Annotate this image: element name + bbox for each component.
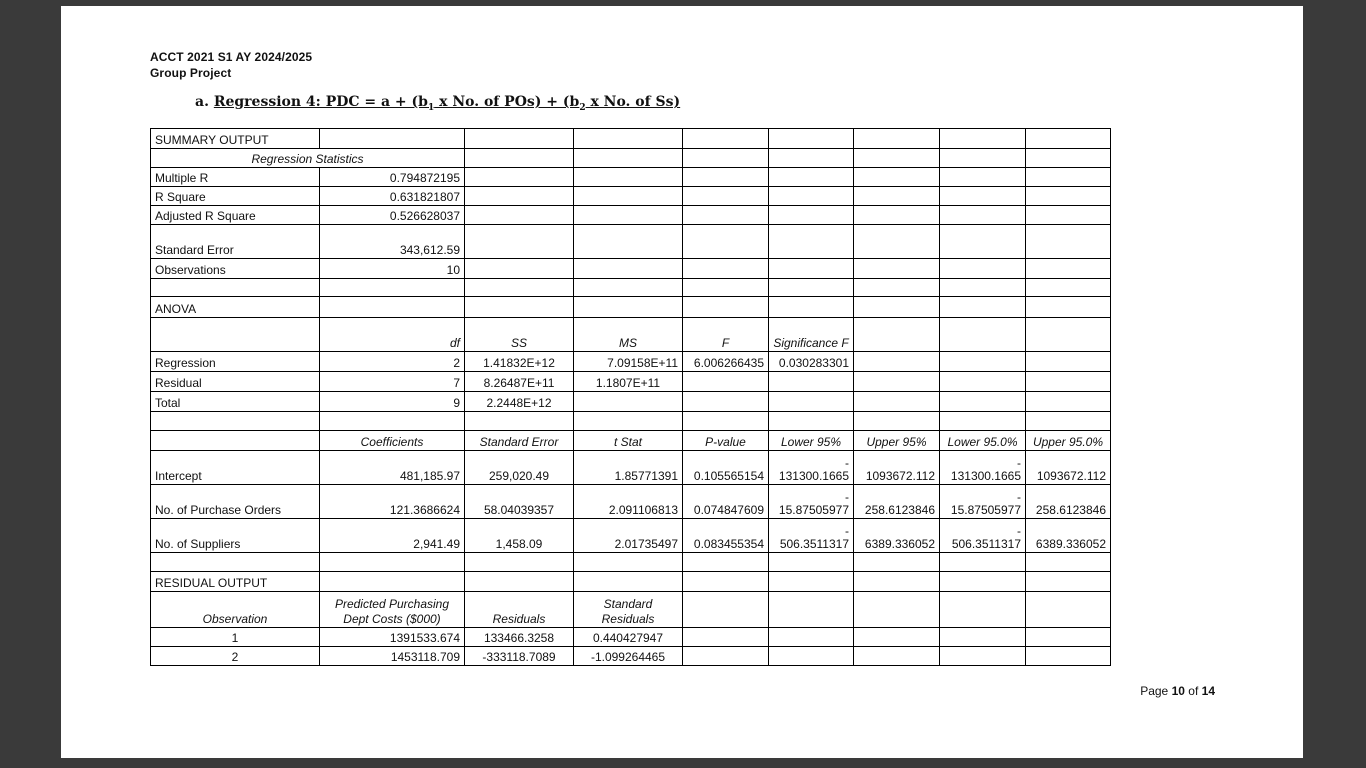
coef-t-stat: 2.01735497 xyxy=(574,519,683,553)
table-row xyxy=(151,206,1111,225)
coef-value: 121.3686624 xyxy=(320,485,465,519)
coef-upper-95: 1093672.112 xyxy=(854,451,940,485)
header-predicted: Predicted Purchasing Dept Costs ($000) xyxy=(320,592,465,628)
table-row xyxy=(151,259,1111,279)
header-lower-95-0: Lower 95.0% xyxy=(940,431,1026,451)
stat-value: 0.526628037 xyxy=(320,206,465,225)
table-row xyxy=(151,392,1111,412)
stat-label: Standard Error xyxy=(151,225,320,259)
coef-standard-error: 1,458.09 xyxy=(465,519,574,553)
coef-row-label: Intercept xyxy=(151,451,320,485)
negative-sign: - xyxy=(1017,490,1021,504)
header-observation: Observation xyxy=(151,592,320,628)
stat-label: Observations xyxy=(151,259,320,279)
header-upper-95-0: Upper 95.0% xyxy=(1026,431,1111,451)
residual-output-label: RESIDUAL OUTPUT xyxy=(151,572,320,592)
coef-standard-error: 259,020.49 xyxy=(465,451,574,485)
table-row xyxy=(151,318,1111,352)
heading-title: Regression 4: PDC = $a + (b_1$ x No. of $POs) + (b_2$ x No. of Ss) xyxy=(213,94,681,113)
table-row xyxy=(151,225,1111,259)
negative-sign: - xyxy=(845,490,849,504)
table-row xyxy=(151,372,1111,392)
table-row xyxy=(151,592,1111,628)
anova-df: 7 xyxy=(320,372,465,392)
header-p-value: P-value xyxy=(683,431,769,451)
header-standard-error: Standard Error xyxy=(465,431,574,451)
section-heading xyxy=(195,94,680,113)
anova-df: 9 xyxy=(320,392,465,412)
anova-row-label: Residual xyxy=(151,372,320,392)
anova-row-label: Total xyxy=(151,392,320,412)
coef-value: 2,941.49 xyxy=(320,519,465,553)
coef-lower-95: - 131300.1665 xyxy=(769,451,854,485)
course-title: ACCT 2021 S1 AY 2024/2025 xyxy=(150,50,313,64)
stat-label: Multiple R xyxy=(151,168,320,187)
table-row xyxy=(151,297,1111,318)
table-row xyxy=(151,647,1111,666)
coef-upper-95: 258.6123846 xyxy=(854,485,940,519)
negative-sign: - xyxy=(845,456,849,470)
header-standard-residuals: Standard Residuals xyxy=(574,592,683,628)
header-coefficients: Coefficients xyxy=(320,431,465,451)
table-row xyxy=(151,451,1111,485)
summary-output-label: SUMMARY OUTPUT xyxy=(151,129,320,149)
header-df: df xyxy=(320,318,465,352)
negative-sign: - xyxy=(1017,524,1021,538)
anova-f: 6.006266435 xyxy=(683,352,769,372)
table-row xyxy=(151,412,1111,431)
predicted-value: 1453118.709 xyxy=(320,647,465,666)
coef-row-label: No. of Suppliers xyxy=(151,519,320,553)
anova-ss: 2.2448E+12 xyxy=(465,392,574,412)
coef-p-value: 0.083455354 xyxy=(683,519,769,553)
anova-significance-f: 0.030283301 xyxy=(769,352,854,372)
anova-ms: 7.09158E+11 xyxy=(574,352,683,372)
header-f: F xyxy=(683,318,769,352)
table-row xyxy=(151,553,1111,572)
coef-upper-95-0: 1093672.112 xyxy=(1026,451,1111,485)
project-subtitle: Group Project xyxy=(150,66,232,80)
coef-value: 481,185.97 xyxy=(320,451,465,485)
stat-label: R Square xyxy=(151,187,320,206)
anova-ss: 1.41832E+12 xyxy=(465,352,574,372)
coef-lower-95-0: - 506.3511317 xyxy=(940,519,1026,553)
coef-lower-95: - 15.87505977 xyxy=(769,485,854,519)
stat-value: 0.631821807 xyxy=(320,187,465,206)
regression-output-table xyxy=(150,128,1111,666)
negative-sign: - xyxy=(1017,456,1021,470)
document-page xyxy=(61,6,1303,758)
residual-value: 133466.3258 xyxy=(465,628,574,647)
table-row xyxy=(151,628,1111,647)
header-lower-95: Lower 95% xyxy=(769,431,854,451)
stat-label: Adjusted R Square xyxy=(151,206,320,225)
page-number: Page 10 of 14 xyxy=(1140,684,1215,698)
coef-lower-95: - 506.3511317 xyxy=(769,519,854,553)
table-row xyxy=(151,187,1111,206)
header-upper-95: Upper 95% xyxy=(854,431,940,451)
table-row xyxy=(151,519,1111,553)
table-row xyxy=(151,279,1111,297)
table-row xyxy=(151,431,1111,451)
coef-lower-95-0: - 131300.1665 xyxy=(940,451,1026,485)
regression-statistics-label: Regression Statistics xyxy=(151,149,465,168)
residual-value: -333118.7089 xyxy=(465,647,574,666)
header-ms: MS xyxy=(574,318,683,352)
anova-ms: 1.1807E+11 xyxy=(574,372,683,392)
table-row xyxy=(151,149,1111,168)
heading-prefix: a. xyxy=(195,94,209,110)
anova-ss: 8.26487E+11 xyxy=(465,372,574,392)
table-row xyxy=(151,485,1111,519)
observation-number: 1 xyxy=(151,628,320,647)
coef-p-value: 0.074847609 xyxy=(683,485,769,519)
stat-value: 0.794872195 xyxy=(320,168,465,187)
coef-t-stat: 1.85771391 xyxy=(574,451,683,485)
table-row xyxy=(151,168,1111,187)
header-t-stat: t Stat xyxy=(574,431,683,451)
observation-number: 2 xyxy=(151,647,320,666)
standard-residual-value: -1.099264465 xyxy=(574,647,683,666)
standard-residual-value: 0.440427947 xyxy=(574,628,683,647)
stat-value: 343,612.59 xyxy=(320,225,465,259)
negative-sign: - xyxy=(845,524,849,538)
table-row xyxy=(151,572,1111,592)
header-significance-f: Significance F xyxy=(769,318,854,352)
stat-value: 10 xyxy=(320,259,465,279)
coef-upper-95-0: 6389.336052 xyxy=(1026,519,1111,553)
predicted-value: 1391533.674 xyxy=(320,628,465,647)
table-row xyxy=(151,129,1111,149)
anova-row-label: Regression xyxy=(151,352,320,372)
coef-p-value: 0.105565154 xyxy=(683,451,769,485)
header-ss: SS xyxy=(465,318,574,352)
anova-label: ANOVA xyxy=(151,297,320,318)
header-residuals: Residuals xyxy=(465,592,574,628)
coef-standard-error: 58.04039357 xyxy=(465,485,574,519)
coef-row-label: No. of Purchase Orders xyxy=(151,485,320,519)
anova-df: 2 xyxy=(320,352,465,372)
coef-upper-95-0: 258.6123846 xyxy=(1026,485,1111,519)
table-row xyxy=(151,352,1111,372)
coef-lower-95-0: - 15.87505977 xyxy=(940,485,1026,519)
coef-upper-95: 6389.336052 xyxy=(854,519,940,553)
coef-t-stat: 2.091106813 xyxy=(574,485,683,519)
